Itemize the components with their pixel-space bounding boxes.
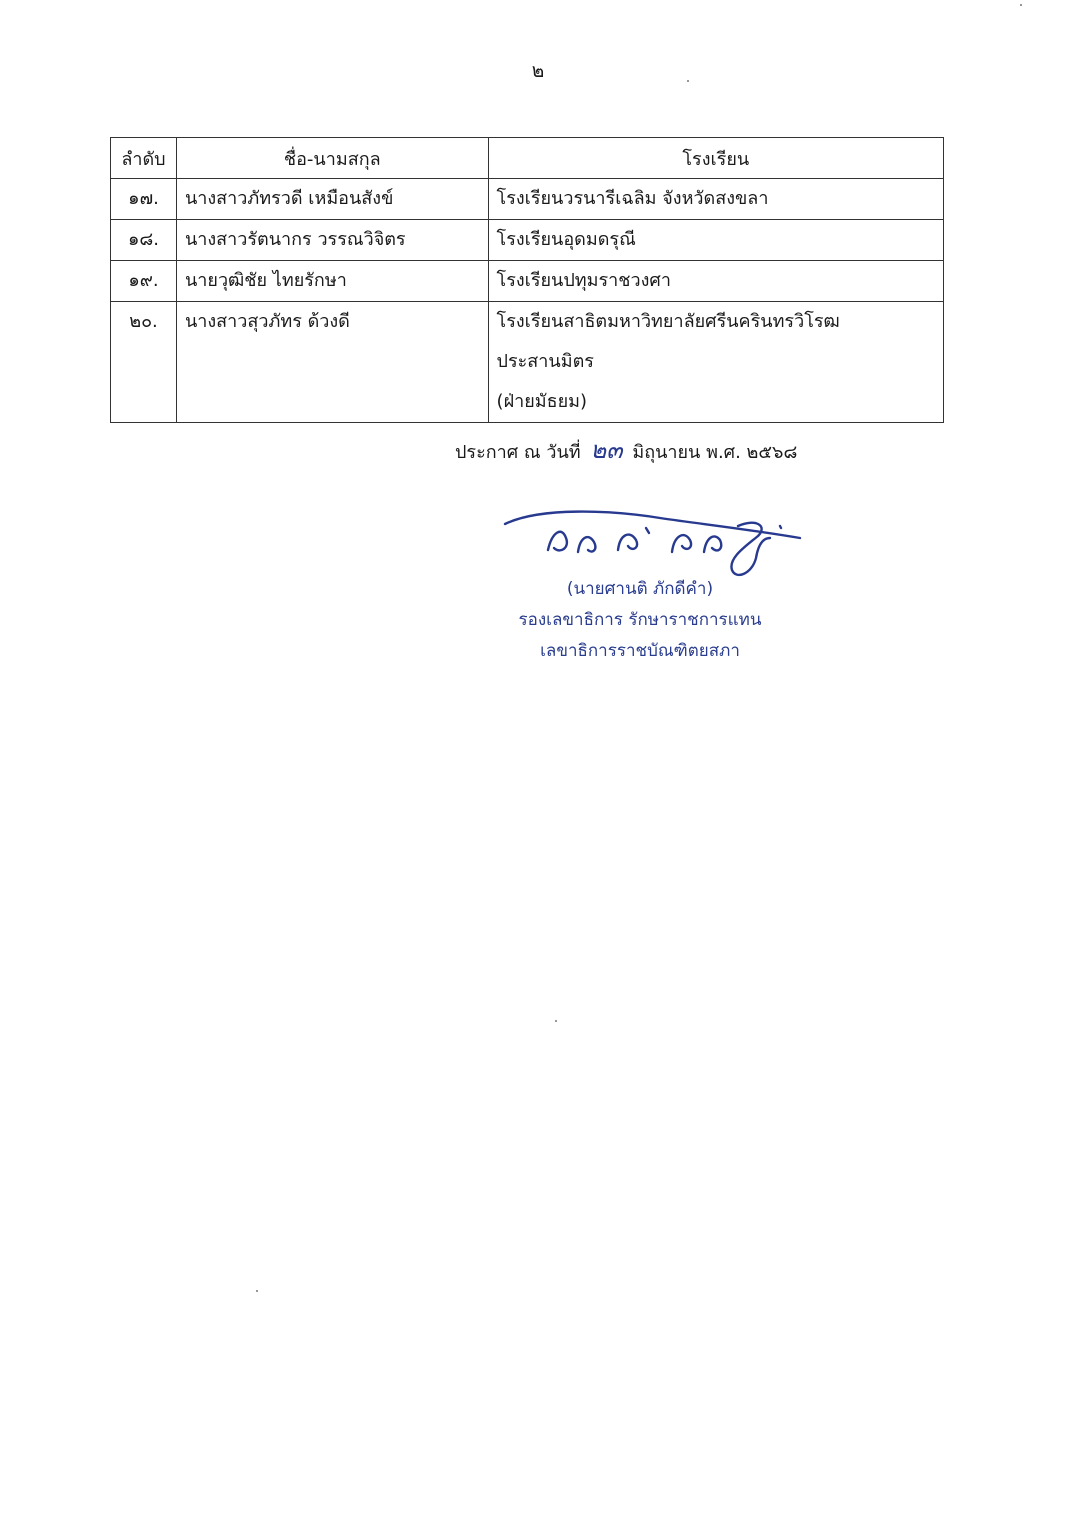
signatory-title: เลขาธิการราชบัณฑิตยสภา xyxy=(540,641,740,661)
signatory-position: รองเลขาธิการ รักษาราชการแทน xyxy=(518,610,762,630)
page-number: ๒ xyxy=(531,60,545,82)
row-number: ๒๐. xyxy=(111,302,177,423)
header-school: โรงเรียน xyxy=(488,138,943,179)
row-school: โรงเรียนอุดมดรุณี xyxy=(488,220,943,261)
row-name: นายวุฒิชัย ไทยรักษา xyxy=(176,261,488,302)
announcement-prefix: ประกาศ ณ วันที่ xyxy=(455,442,581,463)
scan-speck xyxy=(555,1020,557,1022)
row-school: โรงเรียนปทุมราชวงศา xyxy=(488,261,943,302)
row-school xyxy=(488,302,943,423)
row-number: ๑๗. xyxy=(111,179,177,220)
scan-speck xyxy=(1020,4,1022,6)
table-header-row xyxy=(111,138,944,179)
scan-speck xyxy=(256,1290,258,1292)
row-name: นางสาวภัทรวดี เหมือนสังข์ xyxy=(176,179,488,220)
signatory-name: (นายศานติ ภักดีคำ) xyxy=(566,579,714,599)
table-row xyxy=(111,220,944,261)
row-number: ๑๘. xyxy=(111,220,177,261)
row-number: ๑๙. xyxy=(111,261,177,302)
row-name: นางสาวสุวภัทร ด้วงดี xyxy=(176,302,488,423)
table-row xyxy=(111,179,944,220)
header-name: ชื่อ-นามสกุล xyxy=(176,138,488,179)
announcement-suffix: มิถุนายน พ.ศ. ๒๕๖๘ xyxy=(632,442,798,463)
announcement-date xyxy=(455,430,797,469)
table-row xyxy=(111,302,944,423)
row-school: โรงเรียนวรนารีเฉลิม จังหวัดสงขลา xyxy=(488,179,943,220)
row-school-line2: (ฝ่ายมัธยม) xyxy=(496,391,588,412)
row-name: นางสาวรัตนากร วรรณวิจิตร xyxy=(176,220,488,261)
row-school-line1: โรงเรียนสาธิตมหาวิทยาลัยศรีนครินทรวิโรฒประสานมิตร xyxy=(496,311,840,372)
header-number: ลำดับ xyxy=(111,138,177,179)
scan-speck xyxy=(687,80,689,82)
roster-table xyxy=(110,137,944,423)
table-row xyxy=(111,261,944,302)
handwritten-day: ๒๓ xyxy=(590,436,623,464)
handwritten-signature xyxy=(500,502,810,582)
